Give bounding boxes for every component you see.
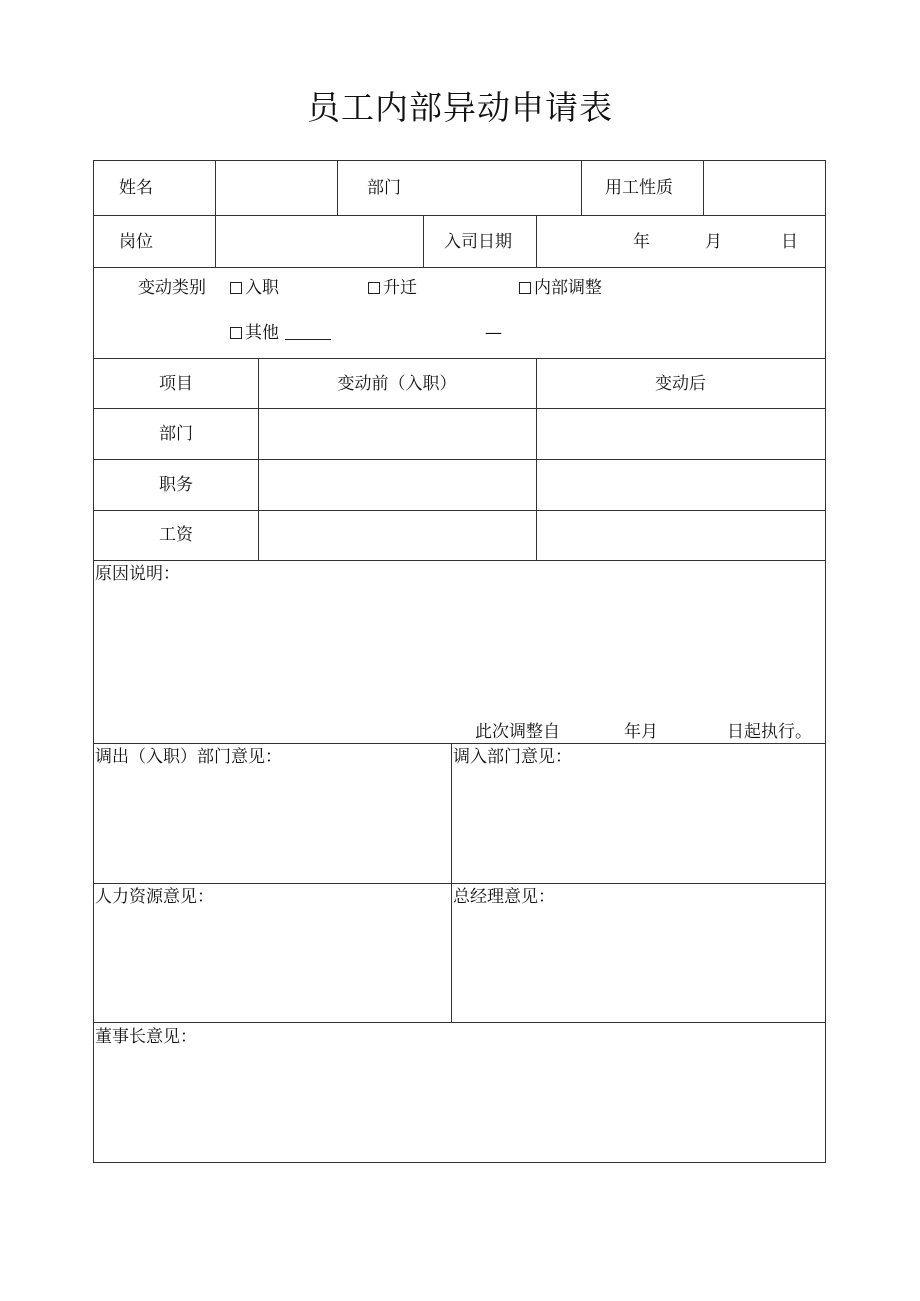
dept-after-field[interactable] <box>538 409 824 458</box>
chairman-opinion-label: 董事长意见： <box>95 1027 197 1047</box>
reason-label: 原因说明： <box>95 564 180 584</box>
internal-option-label: 内部调整 <box>534 278 602 298</box>
checkbox-icon[interactable] <box>368 282 380 294</box>
duty-before-field[interactable] <box>260 460 535 509</box>
col-divider <box>703 161 704 215</box>
row-divider <box>94 267 825 268</box>
employment-type-label: 用工性质 <box>605 178 673 198</box>
dept-label: 部门 <box>367 178 401 198</box>
in-dept-opinion-field[interactable] <box>454 771 823 881</box>
col-divider <box>536 215 537 267</box>
name-field[interactable] <box>217 161 336 214</box>
salary-row-label: 工资 <box>159 525 193 545</box>
internal-option[interactable] <box>519 278 602 298</box>
join-month-label: 月 <box>705 232 722 252</box>
col-divider <box>581 161 582 215</box>
hr-opinion-label: 人力资源意见： <box>95 887 214 907</box>
checkbox-icon[interactable] <box>519 282 531 294</box>
col-divider <box>215 215 216 267</box>
exec-prefix: 此次调整自 <box>475 722 560 742</box>
checkbox-icon[interactable] <box>230 327 242 339</box>
hr-opinion-field[interactable] <box>96 911 449 1020</box>
salary-before-field[interactable] <box>260 511 535 559</box>
col-divider <box>451 743 452 1022</box>
after-header: 变动后 <box>655 374 706 394</box>
col-divider <box>337 161 338 215</box>
onboard-option-label: 入职 <box>245 278 279 298</box>
duty-row-label: 职务 <box>159 475 193 495</box>
in-dept-opinion-label: 调入部门意见： <box>453 747 572 767</box>
before-header: 变动前（入职） <box>337 374 457 394</box>
position-field[interactable] <box>217 216 422 266</box>
out-dept-opinion-field[interactable] <box>96 771 449 881</box>
gm-opinion-field[interactable] <box>454 911 823 1020</box>
gm-opinion-label: 总经理意见： <box>453 887 555 907</box>
transfer-form <box>93 160 826 1163</box>
reason-field[interactable] <box>96 587 823 717</box>
other-option-label: 其他 <box>245 323 279 343</box>
duty-after-field[interactable] <box>538 460 824 509</box>
promotion-option[interactable] <box>368 278 417 298</box>
dept-before-field[interactable] <box>260 409 535 458</box>
row-divider <box>94 743 825 744</box>
row-divider <box>94 883 825 884</box>
row-divider <box>94 215 825 216</box>
form-title: 员工内部异动申请表 <box>307 88 613 127</box>
other-blank[interactable] <box>285 325 331 340</box>
join-day-label: 日 <box>781 232 798 252</box>
dash-mark: — <box>485 323 502 343</box>
row-divider <box>94 1022 825 1023</box>
promotion-option-label: 升迁 <box>383 278 417 298</box>
checkbox-icon[interactable] <box>230 282 242 294</box>
other-option[interactable] <box>230 323 331 343</box>
join-year-label: 年 <box>633 232 650 252</box>
dept-field[interactable] <box>339 161 580 214</box>
exec-year-month: 年月 <box>624 722 658 742</box>
position-label: 岗位 <box>119 232 153 252</box>
employment-type-field[interactable] <box>705 161 824 214</box>
out-dept-opinion-label: 调出（入职）部门意见： <box>95 747 282 767</box>
join-date-label: 入司日期 <box>444 232 512 252</box>
salary-after-field[interactable] <box>538 511 824 559</box>
row-divider <box>94 560 825 561</box>
exec-suffix: 日起执行。 <box>727 722 812 742</box>
row-divider <box>94 358 825 359</box>
dept-row-label: 部门 <box>159 424 193 444</box>
col-divider <box>215 161 216 215</box>
change-type-label: 变动类别 <box>138 278 206 298</box>
chairman-opinion-field[interactable] <box>96 1051 823 1159</box>
name-label: 姓名 <box>119 178 153 198</box>
col-divider <box>423 215 424 267</box>
item-header: 项目 <box>159 374 193 394</box>
onboard-option[interactable] <box>230 278 279 298</box>
